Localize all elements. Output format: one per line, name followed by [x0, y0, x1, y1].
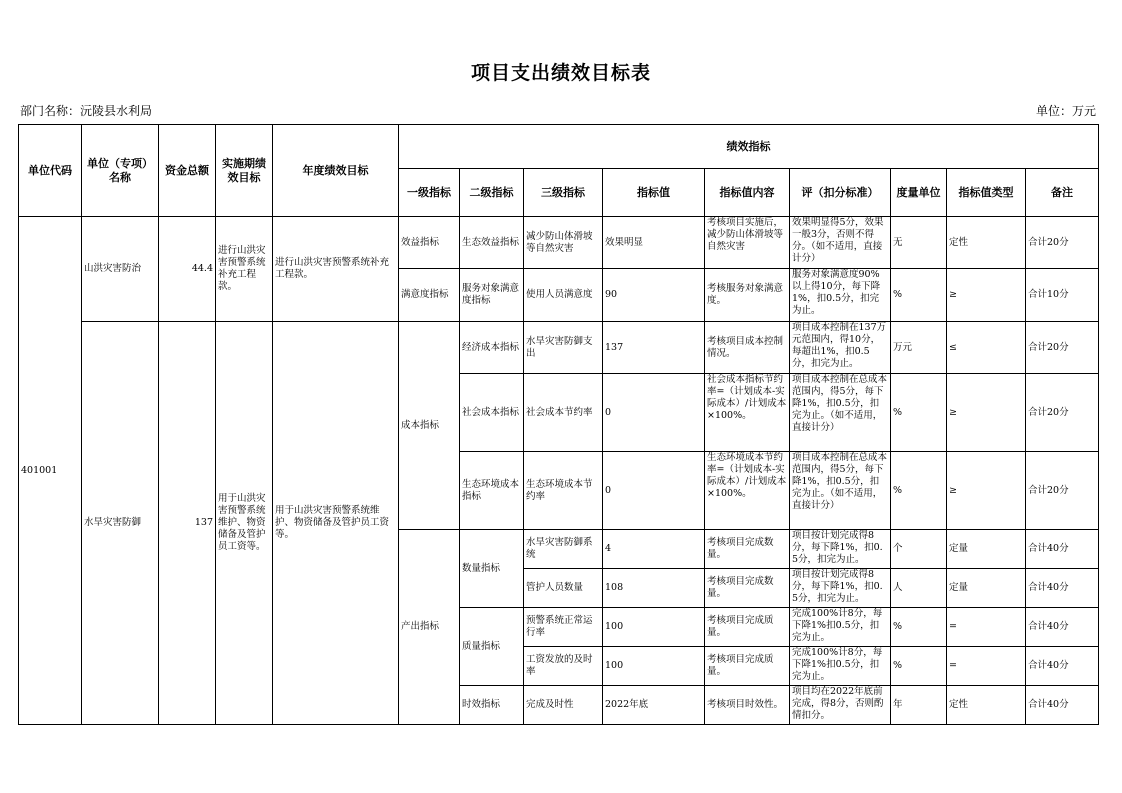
level3-cell: 生态环境成本节约率 — [524, 452, 603, 530]
measure-unit-cell: 万元 — [891, 322, 947, 374]
annual-goal-cell: 进行山洪灾害预警系统补充工程款。 — [273, 217, 399, 322]
header-period-goal: 实施期绩效目标 — [216, 125, 273, 217]
value-content-cell: 考核项目完成质量。 — [705, 608, 790, 647]
value-cell: 4 — [603, 530, 705, 569]
value-type-cell: 定量 — [947, 530, 1026, 569]
scoring-cell: 项目均在2022年底前完成，得8分，否则酌情扣分。 — [790, 686, 891, 725]
value-type-cell: ≤ — [947, 322, 1026, 374]
header-performance-indicators: 绩效指标 — [399, 125, 1099, 169]
annual-goal-cell: 用于山洪灾害预警系统维护、物资储备及管护员工资等。 — [273, 322, 399, 725]
value-cell: 100 — [603, 608, 705, 647]
value-cell: 90 — [603, 269, 705, 322]
header-level3: 三级指标 — [524, 169, 603, 217]
header-value: 指标值 — [603, 169, 705, 217]
period-goal-cell: 进行山洪灾害预警系统补充工程款。 — [216, 217, 273, 322]
currency-unit: 单位：万元 — [1035, 104, 1096, 118]
value-cell: 0 — [603, 452, 705, 530]
level3-cell: 减少防山体滑坡等自然灾害 — [524, 217, 603, 269]
measure-unit-cell: % — [891, 452, 947, 530]
level2-cell: 经济成本指标 — [460, 322, 524, 374]
level2-cell: 生态环境成本指标 — [460, 452, 524, 530]
value-content-cell: 社会成本指标节约率=（计划成本-实际成本）/计划成本×100%。 — [705, 374, 790, 452]
remark-cell: 合计40分 — [1026, 608, 1099, 647]
project-amount-cell: 137 — [159, 322, 216, 725]
value-type-cell: 定性 — [947, 217, 1026, 269]
level3-cell: 水旱灾害防御系统 — [524, 530, 603, 569]
project-amount-cell: 44.4 — [159, 217, 216, 322]
scoring-cell: 项目按计划完成得8分，每下降1%，扣0.5分，扣完为止。 — [790, 530, 891, 569]
level3-cell: 工资发放的及时率 — [524, 647, 603, 686]
scoring-cell: 项目成本控制在总成本范围内，得5分，每下降1%，扣0.5分，扣完为止。（如不适用，直接计分） — [790, 452, 891, 530]
value-cell: 0 — [603, 374, 705, 452]
level3-cell: 社会成本节约率 — [524, 374, 603, 452]
measure-unit-cell: 年 — [891, 686, 947, 725]
value-type-cell: ≥ — [947, 269, 1026, 322]
header-value-type: 指标值类型 — [947, 169, 1026, 217]
measure-unit-cell: 无 — [891, 217, 947, 269]
header-measure-unit: 度量单位 — [891, 169, 947, 217]
level1-cell: 效益指标 — [399, 217, 460, 269]
scoring-cell: 效果明显得5分，效果一般3分，否则不得分。（如不适用，直接计分） — [790, 217, 891, 269]
value-type-cell: 定量 — [947, 569, 1026, 608]
value-content-cell: 考核项目完成数量。 — [705, 530, 790, 569]
remark-cell: 合计40分 — [1026, 647, 1099, 686]
value-cell: 108 — [603, 569, 705, 608]
value-cell: 效果明显 — [603, 217, 705, 269]
value-content-cell: 考核项目完成质量。 — [705, 647, 790, 686]
remark-cell: 合计40分 — [1026, 686, 1099, 725]
value-type-cell: 定性 — [947, 686, 1026, 725]
level2-cell: 服务对象满意度指标 — [460, 269, 524, 322]
header-unit-code: 单位代码 — [19, 125, 82, 217]
measure-unit-cell: % — [891, 647, 947, 686]
header-level2: 二级指标 — [460, 169, 524, 217]
value-type-cell: = — [947, 608, 1026, 647]
header-remark: 备注 — [1026, 169, 1099, 217]
remark-cell: 合计20分 — [1026, 322, 1099, 374]
value-content-cell: 考核项目成本控制情况。 — [705, 322, 790, 374]
header-scoring: 评（扣分标准） — [790, 169, 891, 217]
value-content-cell: 生态环境成本节约率=（计划成本-实际成本）/计划成本×100%。 — [705, 452, 790, 530]
level3-cell: 预警系统正常运行率 — [524, 608, 603, 647]
header-level1: 一级指标 — [399, 169, 460, 217]
page-title: 项目支出绩效目标表 — [470, 62, 651, 84]
header-annual-goal: 年度绩效目标 — [273, 125, 399, 217]
scoring-cell: 项目成本控制在总成本范围内，得5分，每下降1%，扣0.5分，扣完为止。（如不适用，直接计分） — [790, 374, 891, 452]
header-unit-name: 单位（专项）名称 — [82, 125, 159, 217]
measure-unit-cell: 人 — [891, 569, 947, 608]
scoring-cell: 项目按计划完成得8分，每下降1%，扣0.5分，扣完为止。 — [790, 569, 891, 608]
scoring-cell: 完成100%计8分，每下降1%扣0.5分，扣完为止。 — [790, 647, 891, 686]
level2-cell: 时效指标 — [460, 686, 524, 725]
remark-cell: 合计20分 — [1026, 374, 1099, 452]
value-type-cell: ≥ — [947, 374, 1026, 452]
performance-target-table — [18, 124, 1099, 725]
project-name-cell: 山洪灾害防治 — [82, 217, 159, 322]
level2-cell: 数量指标 — [460, 530, 524, 608]
value-cell: 100 — [603, 647, 705, 686]
measure-unit-cell: 个 — [891, 530, 947, 569]
level2-cell: 社会成本指标 — [460, 374, 524, 452]
level3-cell: 管护人员数量 — [524, 569, 603, 608]
value-content-cell: 考核项目实施后，减少防山体滑坡等自然灾害 — [705, 217, 790, 269]
value-type-cell: = — [947, 647, 1026, 686]
scoring-cell: 完成100%计8分，每下降1%扣0.5分，扣完为止。 — [790, 608, 891, 647]
value-content-cell: 考核项目时效性。 — [705, 686, 790, 725]
measure-unit-cell: % — [891, 269, 947, 322]
remark-cell: 合计20分 — [1026, 217, 1099, 269]
remark-cell: 合计40分 — [1026, 530, 1099, 569]
remark-cell: 合计10分 — [1026, 269, 1099, 322]
period-goal-cell: 用于山洪灾害预警系统维护、物资储备及管护员工资等。 — [216, 322, 273, 725]
scoring-cell: 服务对象满意度90%以上得10分，每下降1%，扣0.5分，扣完为止。 — [790, 269, 891, 322]
level1-cell: 满意度指标 — [399, 269, 460, 322]
project-name-cell: 水旱灾害防御 — [82, 322, 159, 725]
level3-cell: 使用人员满意度 — [524, 269, 603, 322]
level3-cell: 水旱灾害防御支出 — [524, 322, 603, 374]
unit-code-cell: 401001 — [19, 217, 82, 725]
header-total-funds: 资金总额 — [159, 125, 216, 217]
measure-unit-cell: % — [891, 374, 947, 452]
level2-cell: 生态效益指标 — [460, 217, 524, 269]
level1-cell: 成本指标 — [399, 322, 460, 530]
header-value-content: 指标值内容 — [705, 169, 790, 217]
department-name: 部门名称：沅陵县水利局 — [20, 104, 153, 118]
measure-unit-cell: % — [891, 608, 947, 647]
value-cell: 2022年底 — [603, 686, 705, 725]
value-cell: 137 — [603, 322, 705, 374]
value-content-cell: 考核服务对象满意度。 — [705, 269, 790, 322]
value-type-cell: ≥ — [947, 452, 1026, 530]
level2-cell: 质量指标 — [460, 608, 524, 686]
remark-cell: 合计40分 — [1026, 569, 1099, 608]
value-content-cell: 考核项目完成数量。 — [705, 569, 790, 608]
remark-cell: 合计20分 — [1026, 452, 1099, 530]
level1-cell: 产出指标 — [399, 530, 460, 725]
scoring-cell: 项目成本控制在137万元范围内，得10分，每超出1%，扣0.5分，扣完为止。 — [790, 322, 891, 374]
level3-cell: 完成及时性 — [524, 686, 603, 725]
